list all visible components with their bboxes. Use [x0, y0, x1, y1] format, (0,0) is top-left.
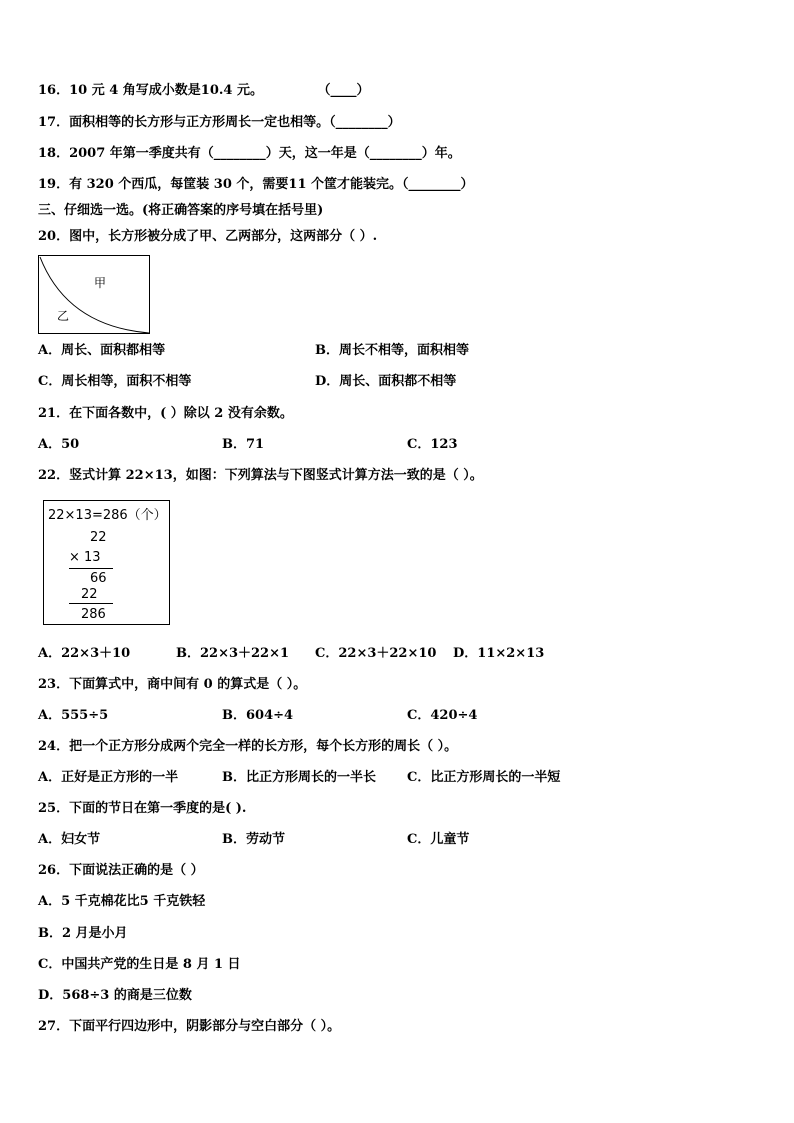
- q24-option-c: C．比正方形周长的一半短: [407, 770, 561, 785]
- question-16-text: 16．10 元 4 角写成小数是10.4 元。: [38, 83, 263, 98]
- q25-option-c: C．儿童节: [407, 832, 470, 847]
- question-18: 18．2007 年第一季度共有（________）天，这一年是（________）年。: [38, 146, 461, 161]
- question-19: 19．有 320 个西瓜，每筐装 30 个，需要11 个筐才能装完。（________）: [38, 177, 474, 192]
- q21-option-c: C．123: [407, 437, 458, 452]
- q20-option-b: B．周长不相等，面积相等: [315, 343, 469, 358]
- q23-option-a: A．555÷5: [38, 708, 109, 723]
- q22-option-c: C．22×3＋22×10: [315, 646, 437, 661]
- q24-option-a: A．正好是正方形的一半: [38, 770, 179, 785]
- question-17: 17．面积相等的长方形与正方形周长一定也相等。（________）: [38, 115, 401, 130]
- calc-rule-2: [69, 603, 113, 604]
- q23-option-b: B．604÷4: [222, 708, 294, 723]
- q25-option-b: B．劳动节: [222, 832, 285, 847]
- q26-option-b: B．2 月是小月: [38, 926, 128, 941]
- section-heading: 三、仔细选一选。(将正确答案的序号填在括号里): [38, 203, 324, 218]
- calc-line-2: × 13: [69, 550, 101, 565]
- q20-option-a: A．周长、面积都相等: [38, 343, 166, 358]
- q26-option-d: D．568÷3 的商是三位数: [38, 988, 192, 1003]
- q20-option-d: D．周长、面积都不相等: [315, 374, 457, 389]
- question-22: 22．竖式计算 22×13，如图：下列算法与下图竖式计算方法一致的是（ ）。: [38, 468, 483, 483]
- calc-line-1: 22: [90, 530, 107, 545]
- q21-option-b: B．71: [222, 437, 265, 452]
- vertical-calculation-figure: [43, 500, 170, 625]
- q20-option-c: C．周长相等，面积不相等: [38, 374, 192, 389]
- rectangle-figure: [38, 255, 150, 334]
- question-23: 23．下面算式中，商中间有 0 的算式是（ ）。: [38, 677, 307, 692]
- question-20: 20．图中，长方形被分成了甲、乙两部分，这两部分（ ）.: [38, 229, 378, 244]
- q26-option-a: A．5 千克棉花比5 千克铁轻: [38, 894, 206, 909]
- label-yi: 乙: [57, 309, 70, 323]
- question-16: [38, 83, 370, 99]
- q22-option-d: D．11×2×13: [453, 646, 545, 661]
- question-27: 27．下面平行四边形中，阴影部分与空白部分（ ）。: [38, 1019, 341, 1034]
- calc-line-5: 286: [81, 607, 106, 622]
- q21-option-a: A．50: [38, 437, 80, 452]
- question-24: 24．把一个正方形分成两个完全一样的长方形，每个长方形的周长（ ）。: [38, 739, 458, 754]
- q23-option-c: C．420÷4: [407, 708, 478, 723]
- calc-header: 22×13=286（个）: [48, 508, 167, 523]
- curve-divider: [39, 256, 149, 333]
- question-21: 21．在下面各数中，( ）除以 2 没有余数。: [38, 406, 293, 421]
- calc-rule-1: [69, 568, 113, 569]
- calc-line-3: 66: [90, 571, 107, 586]
- calc-line-4: 22: [81, 587, 98, 602]
- question-26: 26．下面说法正确的是（ ）: [38, 863, 204, 878]
- q26-option-c: C．中国共产党的生日是 8 月 1 日: [38, 957, 241, 972]
- q22-option-a: A．22×3＋10: [38, 646, 131, 661]
- question-25: 25．下面的节日在第一季度的是( ).: [38, 801, 247, 816]
- question-16-answer-blank: （____）: [317, 83, 370, 98]
- q24-option-b: B．比正方形周长的一半长: [222, 770, 376, 785]
- label-jia: 甲: [94, 276, 107, 290]
- q22-option-b: B．22×3＋22×1: [176, 646, 290, 661]
- q25-option-a: A．妇女节: [38, 832, 101, 847]
